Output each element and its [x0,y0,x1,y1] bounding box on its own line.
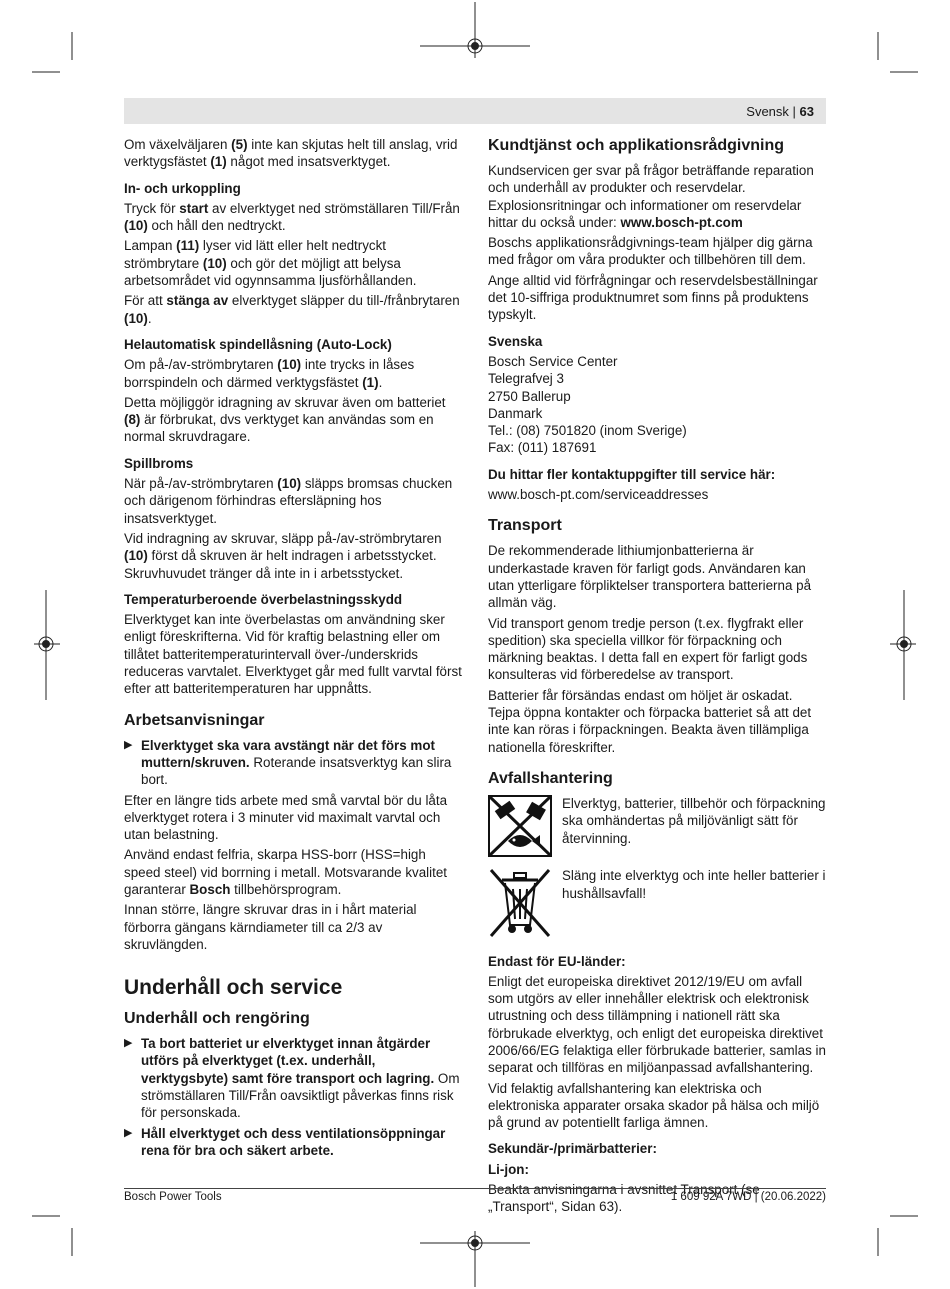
paragraph: Vid transport genom tredje person (t.ex. flygfrakt eller spedition) ska speciella villkor för förpackning och märkning beaktas. I detta fall en expert för farligt gods konsulteras vid förberedelse av transport. [488,615,808,683]
paragraph: Detta möjliggör idragning av skruvar även om batteriet (8) är förbrukat, dvs verktyget kan användas som en normal skruvdragare. [124,394,446,445]
heading-underhall-och-rengoring: Underhåll och rengöring [124,1010,310,1028]
work-bullets [124,737,462,789]
heading-overload-protection: Temperaturberoende överbelastningsskydd [124,591,403,607]
page-header: Svensk | 63 [746,104,814,119]
address-line: Tel.: (08) 7501820 (inom Sverige) [488,423,687,439]
bullet-item: ▶ Ta bort batteriet ur elverktyget innan åtgärder utförs på elverktyget (t.ex. underhåll, verktygsbyte) samt före transport och lagring. Om strömställaren Till/Från oavsiktligt påverkas finns risk för personskada. [124,1036,460,1121]
heading-avfallshantering: Avfallshantering [488,769,613,787]
recycling-icon [488,795,554,861]
heading-auto-lock: Helautomatisk spindellåsning (Auto-Lock) [124,336,392,352]
clean-bullets [124,1035,462,1159]
paragraph: Batterier får försändas endast om höljet är oskadat. Tejpa öppna kontakter och förpacka batteriet så att det inte kan röras i förpackningen. Beakta även tillämpliga nationella föreskrifter. [488,687,812,755]
footer-brand: Bosch Power Tools [124,1191,222,1203]
bullet-item: ▶ Håll elverktyget och dess ventilationsöppningar rena för bra och säkert arbete. [124,1125,446,1158]
eu-text [488,973,826,1132]
paragraph: Elverktyget kan inte överbelastas om användning sker enligt föreskrifterna. Vid för kraftig belastning eller om tillåtet batteritemperaturintervall över-/underskrids reduceras varvtalet. Elverktyget går med fullt varvtal först efter att batteritemperaturen har uppnåtts. [124,612,462,697]
heading-in-urkoppling: In- och urkoppling [124,180,241,196]
header-band [124,98,826,124]
address-line: 2750 Ballerup [488,388,571,404]
right-column [488,136,826,1219]
heading-eu: Endast för EU-länder: [488,953,626,969]
bullet-item: ▶ Elverktyget ska vara avstängt när det förs mot muttern/skruven. Roterande insatsverktyg kan slira bort. [124,737,452,788]
heading-spillbroms: Spillbroms [124,455,194,471]
weee-row [488,867,826,943]
recycling-text: Elverktyg, batterier, tillbehör och förpackning ska omhändertas på miljövänligt sätt för återvinning. [562,795,826,846]
intro-text [124,136,462,171]
paragraph: Vid felaktig avfallshantering kan elektriska och elektroniska apparater orsaka skador på hälsa och miljö på grund av potentiellt farliga ämnen. [488,1080,820,1131]
transport-text [488,542,826,756]
temp-text [124,611,462,697]
address-line: Danmark [488,405,543,421]
service-addresses-link[interactable]: www.bosch-pt.com/serviceaddresses [488,487,709,503]
footer-doc-number: 1 609 92A 7WD | (20.06.2022) [670,1191,826,1203]
paragraph: Boschs applikationsrådgivnings-team hjälper dig gärna med frågor om våra produkter och tillbehören till dem. [488,235,813,268]
paragraph: Lampan (11) lyser vid lätt eller helt nedtryckt strömbrytare (10) och gör det möjligt att belysa arbetsområdet vid ogynnsamma ljusförhållanden. [124,238,417,289]
paragraph: Använd endast felfria, skarpa HSS-borr (HSS=high speed steel) vid borrning i metall. Motsvarande kvalitet garanterar Bosch tillbehörsprogram. [124,847,448,897]
paragraph: Beakta anvisningarna i avsnittet Transport (se „Transport“, Sidan 63). [488,1182,760,1215]
paragraph: När på-/av-strömbrytaren (10) släpps bromsas chucken och därigenom förhindras eftersläpning hos insatsverktyget. [124,476,453,526]
crossed-bin-icon [488,867,554,943]
paragraph: Om på-/av-strömbrytaren (10) inte trycks in låses borrspindeln och därmed verktygsfästet (1). [124,357,415,390]
registration-mark-top [420,2,530,58]
registration-mark-right [890,590,916,700]
paragraph: Efter en längre tids arbete med små varvtal bör du låta elverktyget rotera i 3 minuter vid maximalt varvtal och utan belastning. [124,792,448,843]
paragraph: Enligt det europeiska direktivet 2012/19/EU om avfall som utgörs av eller innehåller elektrisk och elektronisk utrustning och dess tillämpning i nationell rätt ska förbrukade elverktyg, och enligt det europeiska direktivet 2006/66/EG felaktiga eller förbrukade batterier, samlas in separat och tillföras en miljöanpassad avfallshantering. [488,973,826,1076]
recycling-row [488,795,826,861]
paragraph: Kundservicen ger svar på frågor beträffande reparation och underhåll av produkter och reservdelar. Explosionsritningar och informationer om reservdelar hittar du också under: www.bosch-pt.com [488,163,814,230]
registration-mark-bottom [420,1231,530,1287]
address-line: Bosch Service Center [488,353,618,369]
heading-arbetsanvisningar: Arbetsanvisningar [124,711,265,729]
paragraph: De rekommenderade lithiumjonbatterierna är underkastade kraven för farligt gods. Användaren kan utan ytterligare förpliktelser transportera batterierna på allmän väg. [488,543,812,611]
address-line: Fax: (011) 187691 [488,440,597,456]
registration-mark-left [34,590,60,700]
bullet-triangle-icon: ▶ [124,738,133,751]
heading-contact: Du hittar fler kontaktuppgifter till service här: [488,466,776,482]
header-language: Svensk [746,104,789,119]
heading-transport: Transport [488,517,562,535]
brake-text [124,475,462,582]
weee-text: Släng inte elverktyg och inte heller batterier i hushållsavfall! [562,868,826,901]
inout-text [124,200,462,327]
paragraph: Vid indragning av skruvar, släpp på-/av-strömbrytaren (10) först då skruven är helt indragen i arbetsstycket. Skruvhuvudet tränger då inte in i arbetsstycket. [124,530,442,581]
paragraph: Tryck för start av elverktyget ned strömställaren Till/Från (10) och håll den nedtryckt. [124,200,460,234]
service-text [488,162,826,324]
address-line: Telegrafvej 3 [488,371,564,387]
paragraph: Om växelväljaren (5) inte kan skjutas helt till anslag, vrid verktygsfästet (1) något med insatsverktyget. [124,137,458,170]
footer-rule [124,1188,826,1189]
heading-kundtjanst: Kundtjänst och applikationsrådgivning [488,137,785,154]
heading-underhall-och-service: Underhåll och service [124,976,343,1000]
autolock-text [124,356,462,445]
paragraph: Ange alltid vid förfrågningar och reservdelsbeställningar det 10-siffriga produktnumret som finns på produktens typskylt. [488,272,818,323]
heading-svenska: Svenska [488,333,543,349]
heading-li-jon: Li-jon: [488,1161,529,1177]
bullet-triangle-icon: ▶ [124,1126,133,1139]
service-address [488,353,826,457]
paragraph: För att stänga av elverktyget släpper du till-/frånbrytaren (10). [124,293,460,326]
bullet-triangle-icon: ▶ [124,1037,133,1050]
work-text [124,792,462,954]
page-number: 63 [799,104,814,119]
paragraph: Innan större, längre skruvar dras in i hårt material förborra gängans kärndiameter till ca 2/3 av skruvlängden. [124,902,417,952]
left-column [124,136,462,1162]
heading-batteries: Sekundär-/primärbatterier: [488,1141,657,1157]
